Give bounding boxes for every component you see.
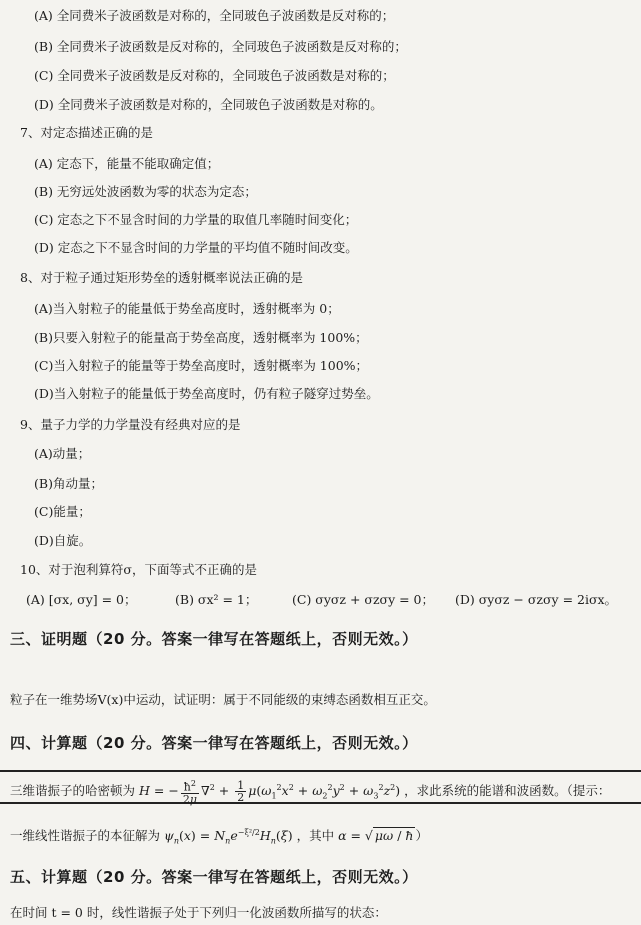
q10-stem: 10、对于泡利算符σ，下面等式不正确的是: [20, 562, 257, 577]
q8-option-d: (D)当入射粒子的能量低于势垒高度时，仍有粒子隧穿过势垒。: [34, 386, 379, 401]
q7-option-d: (D) 定态之下不显含时间的力学量的平均值不随时间改变。: [34, 240, 358, 255]
section-4-problem-suffix: ，求此系统的能谱和波函数。（提示：: [404, 782, 611, 798]
alpha-formula: α = √ μω / ħ ）: [338, 828, 428, 843]
q10-option-b: (B) σx² = 1；: [175, 592, 258, 607]
section-4-heading: 四、计算题（20 分。答案一律写在答题纸上，否则无效。）: [10, 734, 418, 752]
q6-option-b: (B) 全同费米子波函数是反对称的，全同玻色子波函数是反对称的；: [34, 39, 407, 54]
section-3-problem: 粒子在一维势场V(x)中运动，试证明：属于不同能级的束缚态函数相互正交。: [10, 692, 436, 707]
q8-stem: 8、对于粒子通过矩形势垒的透射概率说法正确的是: [20, 270, 303, 285]
section-4-problem: [10, 778, 610, 805]
q6-option-c: (C) 全同费米子波函数是反对称的，全同玻色子波函数是对称的；: [34, 68, 395, 83]
q10-option-c: (C) σyσz + σzσy = 0；: [292, 592, 435, 607]
q9-option-a: (A)动量；: [34, 446, 91, 461]
q7-option-b: (B) 无穷远处波函数为零的状态为定态；: [34, 184, 257, 199]
section-3-heading: 三、证明题（20 分。答案一律写在答题纸上，否则无效。）: [10, 630, 418, 648]
section-4-hint: [10, 826, 428, 846]
q8-option-b: (B)只要入射粒子的能量高于势垒高度，透射概率为 100%；: [34, 330, 368, 345]
q6-option-d: (D) 全同费米子波函数是对称的，全同玻色子波函数是对称的。: [34, 97, 383, 112]
q10-option-a: (A) [σx, σy] = 0；: [26, 592, 137, 607]
q9-stem: 9、量子力学的力学量没有经典对应的是: [20, 417, 241, 432]
eigenfunction-formula: $\psi_n(x) = N_ne^{-\xi^2/2}H_n(\xi)$: [164, 827, 293, 846]
section-5-heading: 五、计算题（20 分。答案一律写在答题纸上，否则无效。）: [10, 868, 418, 886]
q8-option-a: (A)当入射粒子的能量低于势垒高度时，透射概率为 0；: [34, 301, 340, 316]
section-4-hint-prefix: 一维线性谐振子的本征解为: [10, 828, 161, 843]
q7-option-c: (C) 定态之下不显含时间的力学量的取值几率随时间变化；: [34, 212, 358, 227]
q6-option-a: (A) 全同费米子波函数是对称的，全同玻色子波函数是反对称的；: [34, 8, 395, 23]
q7-stem: 7、对定态描述正确的是: [20, 125, 153, 140]
q8-option-c: (C)当入射粒子的能量等于势垒高度时，透射概率为 100%；: [34, 358, 369, 373]
q10-options-row: [0, 590, 641, 608]
hamiltonian-formula: H = − $\frac{ħ^2}{2\mu}$ ∇$^2$ + $\frac{1}{2}$ $\mu(\omega_1^2x^2 + \omega_2^2y^2 + \omega_3^2z^2)$: [139, 778, 401, 806]
section-4-problem-box: [0, 770, 641, 804]
q9-option-c: (C)能量；: [34, 504, 91, 519]
q7-option-a: (A) 定态下，能量不能取确定值；: [34, 156, 220, 171]
q10-option-d: (D) σyσz − σzσy = 2iσx。: [455, 592, 618, 607]
section-4-problem-prefix: 三维谐振子的哈密顿为: [10, 782, 136, 798]
section-4-hint-mid: ，其中: [296, 828, 335, 843]
q9-option-d: (D)自旋。: [34, 533, 92, 548]
q9-option-b: (B)角动量；: [34, 476, 103, 491]
section-5-problem: 在时间 t = 0 时，线性谐振子处于下列归一化波函数所描写的状态：: [10, 905, 387, 920]
